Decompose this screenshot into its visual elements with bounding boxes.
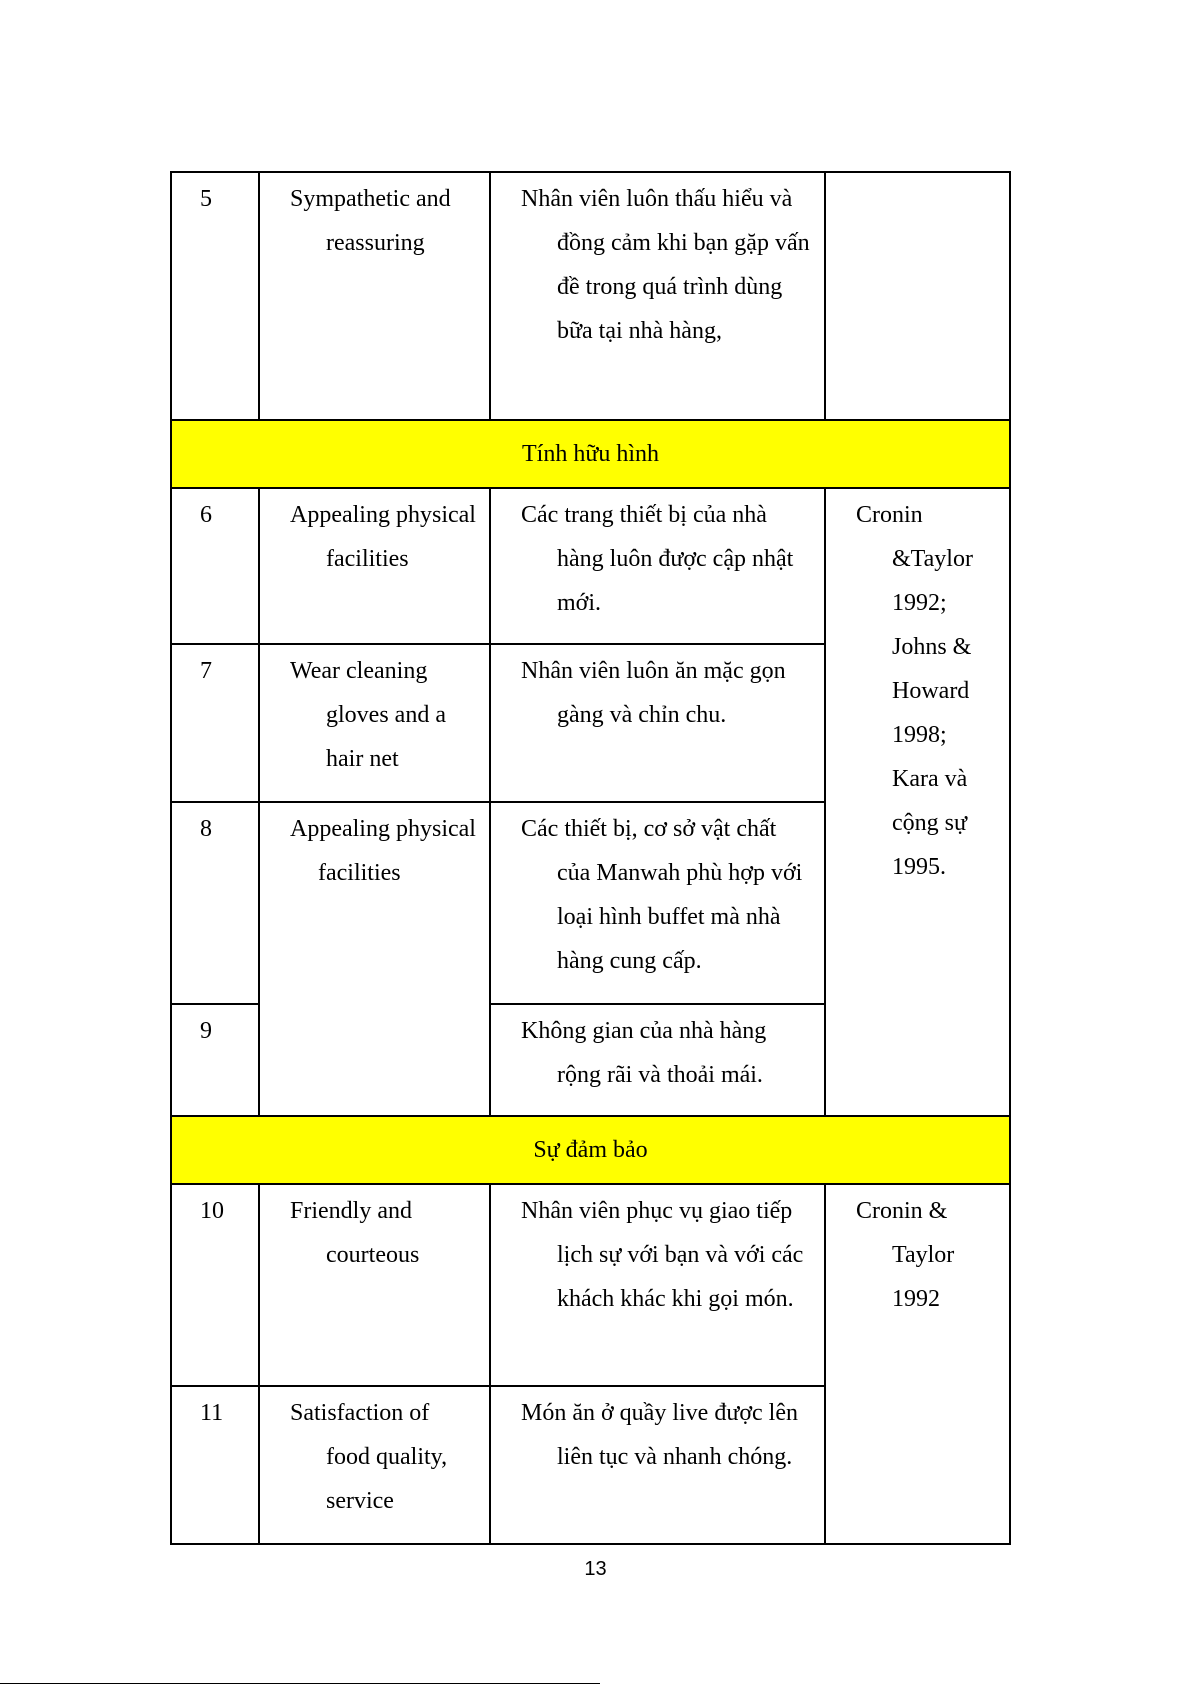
vietnamese-item: Món ăn ở quầy live được lên liên tục và nhanh chóng.: [490, 1386, 825, 1544]
english-item: Appealing physical facilities: [259, 802, 490, 1116]
page-number: 13: [584, 1558, 607, 1580]
item-number: 9: [171, 1004, 259, 1116]
vietnamese-item: Các thiết bị, cơ sở vật chất của Manwah phù hợp với loại hình buffet mà nhà hàng cung cấp.: [490, 802, 825, 1004]
item-number: 10: [171, 1184, 259, 1386]
section-header-row: [171, 1116, 1010, 1184]
vietnamese-item: Nhân viên phục vụ giao tiếp lịch sự với bạn và với các khách khác khi gọi món.: [490, 1184, 825, 1386]
section-title: Sự đảm bảo: [171, 1116, 1010, 1184]
item-number: 8: [171, 802, 259, 1004]
item-number: 6: [171, 488, 259, 644]
survey-items-table: [170, 171, 1011, 1545]
vietnamese-item: Không gian của nhà hàng rộng rãi và thoải mái.: [490, 1004, 825, 1116]
english-item: Satisfaction of food quality, service: [259, 1386, 490, 1544]
section-header-row: [171, 420, 1010, 488]
table-row: [171, 172, 1010, 420]
source-cell: Cronin & Taylor 1992: [825, 1184, 1010, 1544]
section-title: Tính hữu hình: [171, 420, 1010, 488]
vietnamese-item: Nhân viên luôn ăn mặc gọn gàng và chỉn chu.: [490, 644, 825, 802]
table-row: [171, 488, 1010, 644]
source-cell: [825, 172, 1010, 420]
vietnamese-item: Nhân viên luôn thấu hiểu và đồng cảm khi bạn gặp vấn đề trong quá trình dùng bữa tại nhà hàng,: [490, 172, 825, 420]
english-item: Appealing physical facilities: [259, 488, 490, 644]
item-number: 5: [171, 172, 259, 420]
english-item: Wear cleaning gloves and a hair net: [259, 644, 490, 802]
footnote-divider: [0, 1683, 600, 1684]
item-number: 11: [171, 1386, 259, 1544]
item-number: 7: [171, 644, 259, 802]
english-item: Friendly and courteous: [259, 1184, 490, 1386]
english-item: Sympathetic and reassuring: [259, 172, 490, 420]
table-row: [171, 1184, 1010, 1386]
source-cell: Cronin &Taylor 1992; Johns & Howard 1998; Kara và cộng sự 1995.: [825, 488, 1010, 1116]
vietnamese-item: Các trang thiết bị của nhà hàng luôn được cập nhật mới.: [490, 488, 825, 644]
